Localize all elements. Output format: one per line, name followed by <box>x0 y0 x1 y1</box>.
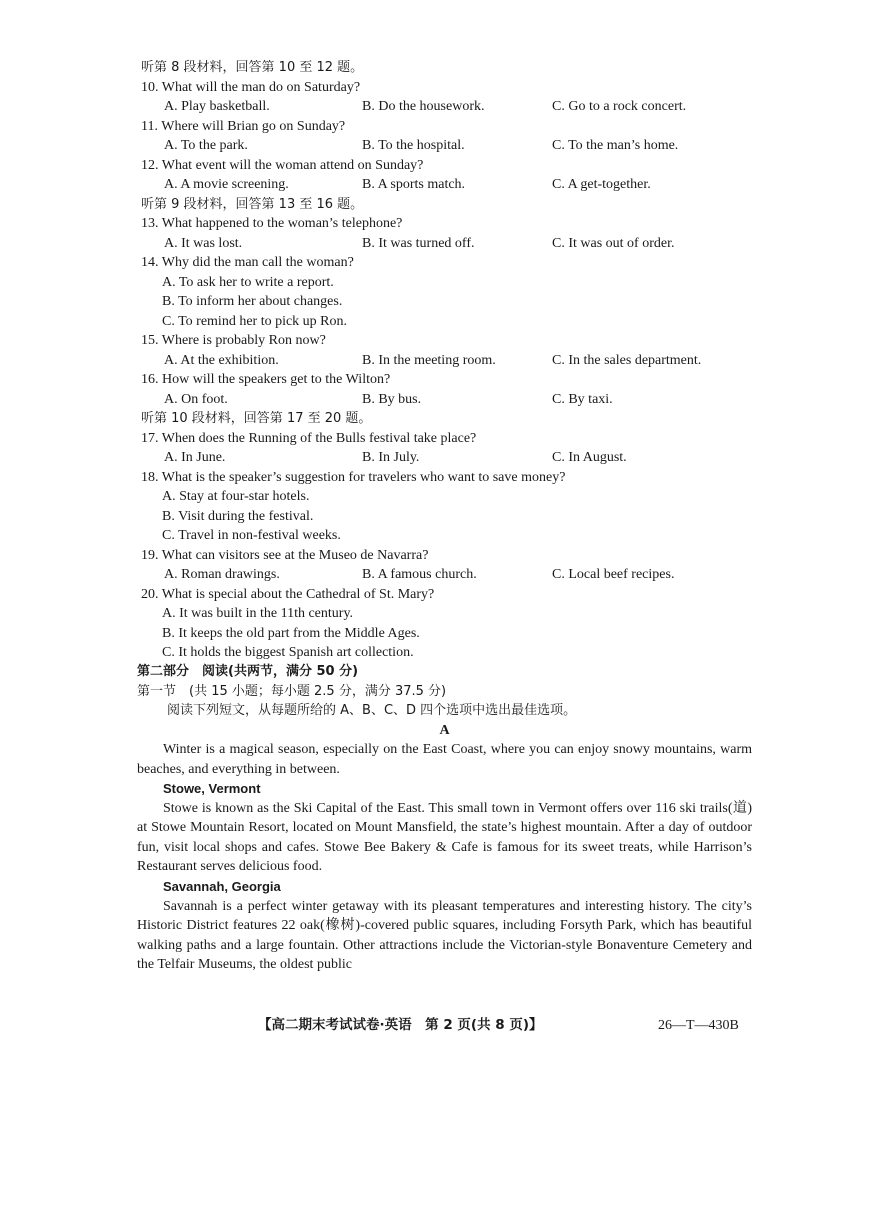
question-19-options <box>141 565 761 585</box>
option-a: A. It was lost. <box>164 235 243 251</box>
option-c: C. Go to a rock concert. <box>552 99 687 114</box>
question-10-options <box>141 97 761 117</box>
option-c: C. A get-together. <box>552 177 651 192</box>
option-b: B. It was turned off. <box>362 235 475 251</box>
question-13: 13. What happened to the woman’s telephone? <box>141 216 403 231</box>
question-16-options <box>141 390 761 410</box>
footer-title: 【高二期末考试试卷·英语 第 2 页(共 8 页)】 <box>258 1017 543 1033</box>
option-a: A. On foot. <box>164 391 228 407</box>
question-15-options <box>141 351 761 371</box>
option-b: B. A famous church. <box>362 567 477 582</box>
question-14: 14. Why did the man call the woman? <box>141 255 354 270</box>
stowe-heading: Stowe, Vermont <box>163 781 261 797</box>
option-a: A. A movie screening. <box>164 177 289 192</box>
question-12-options <box>141 175 761 195</box>
reading-instruction: 阅读下列短文，从每题所给的 A、B、C、D 四个选项中选出最佳选项。 <box>167 703 577 718</box>
option-a: A. At the exhibition. <box>164 352 279 368</box>
question-13-options <box>141 234 761 254</box>
question-11: 11. Where will Brian go on Sunday? <box>141 118 346 134</box>
option-b: B. A sports match. <box>362 177 466 192</box>
option-b: B. By bus. <box>362 391 422 407</box>
material-9-heading: 听第 9 段材料，回答第 13 至 16 题。 <box>141 196 364 212</box>
option-a: A. To the park. <box>164 138 248 153</box>
material-10-heading: 听第 10 段材料，回答第 17 至 20 题。 <box>141 411 372 426</box>
question-12: 12. What event will the woman attend on Sunday? <box>141 157 424 173</box>
question-20: 20. What is special about the Cathedral of St. Mary? <box>141 586 435 602</box>
question-17-options <box>141 448 761 468</box>
material-8-heading: 听第 8 段材料，回答第 10 至 12 题。 <box>141 60 364 75</box>
option-b: B. Do the housework. <box>362 99 485 114</box>
option-c: C. In the sales department. <box>552 352 702 368</box>
passage-intro: Winter is a magical season, especially on the East Coast, where you can enjoy snowy mountains, warm beaches, and everything in between. <box>137 742 752 777</box>
option-a: A. It was built in the 11th century. <box>162 606 354 621</box>
page-footer <box>258 1016 758 1036</box>
option-a: A. Play basketball. <box>164 99 270 114</box>
option-a: A. Stay at four-star hotels. <box>162 489 310 504</box>
option-c: C. By taxi. <box>552 391 613 407</box>
option-a: A. Roman drawings. <box>164 567 280 582</box>
stowe-paragraph: Stowe is known as the Ski Capital of the East. This small town in Vermont offers over 116 ski trails(道) at Stowe Mountain Resort, located on Mount Mansfield, the state’s highest mountain. After a day of outdoor fun, visit local shops and cafes. Stowe Bee Bakery & Cafe is famous for its sweet treats, while Harrison’s Restaurant serves delicious food. <box>137 800 752 875</box>
option-c: C. It holds the biggest Spanish art collection. <box>162 645 414 660</box>
option-c: C. It was out of order. <box>552 235 675 251</box>
question-10: 10. What will the man do on Saturday? <box>141 79 361 95</box>
option-b: B. It keeps the old part from the Middle Ages. <box>162 625 420 641</box>
option-c: C. Travel in non-festival weeks. <box>162 528 341 543</box>
option-a: A. To ask her to write a report. <box>162 274 334 290</box>
question-17: 17. When does the Running of the Bulls festival take place? <box>141 430 477 446</box>
option-b: B. Visit during the festival. <box>162 508 314 524</box>
reading-section <box>137 662 757 975</box>
passage-label: A <box>439 722 450 738</box>
question-19: 19. What can visitors see at the Museo de Navarra? <box>141 547 429 563</box>
option-c: C. To remind her to pick up Ron. <box>162 313 348 329</box>
option-c: C. In August. <box>552 450 627 465</box>
savannah-heading: Savannah, Georgia <box>163 879 281 895</box>
question-18: 18. What is the speaker’s suggestion for travelers who want to save money? <box>141 469 566 485</box>
option-b: B. In July. <box>362 450 420 465</box>
savannah-paragraph: Savannah is a perfect winter getaway with its pleasant temperatures and interesting history. The city’s Historic District features 22 oak(橡树)-covered public squares, including Forsyth Park, which has beautiful walking paths and a large fountain. Other attractions include the Victorian-style Bonaventure Cemetery and the Telfair Museums, the oldest public <box>137 898 752 973</box>
option-a: A. In June. <box>164 450 226 465</box>
option-b: B. In the meeting room. <box>362 352 496 368</box>
option-c: C. To the man’s home. <box>552 138 679 153</box>
option-b: B. To inform her about changes. <box>162 294 343 309</box>
question-15: 15. Where is probably Ron now? <box>141 333 326 348</box>
question-16: 16. How will the speakers get to the Wilton? <box>141 372 391 387</box>
option-c: C. Local beef recipes. <box>552 567 675 582</box>
question-11-options <box>141 136 761 156</box>
section-1-heading: 第一节 (共 15 小题；每小题 2.5 分，满分 37.5 分) <box>137 683 447 699</box>
part-2-title: 第二部分 阅读(共两节，满分 50 分) <box>137 664 359 679</box>
footer-code: 26—T—430B <box>658 1018 739 1033</box>
listening-section <box>141 58 761 663</box>
option-b: B. To the hospital. <box>362 138 465 153</box>
